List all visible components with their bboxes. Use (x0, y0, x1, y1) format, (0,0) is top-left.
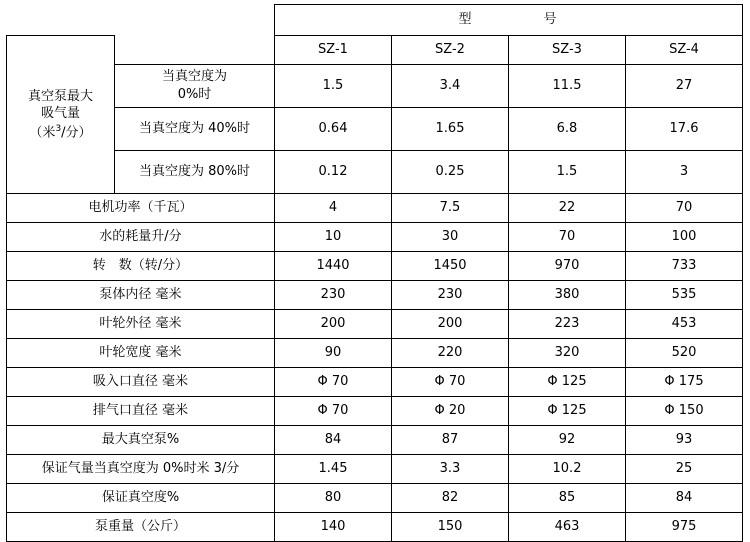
table-row (7, 426, 743, 455)
row-label-line3 (9, 123, 112, 142)
row-label: 叶轮宽度 毫米 (7, 339, 275, 368)
row-label: 保证气量当真空度为 0%时米 3/分 (7, 455, 275, 484)
cell-value: 380 (509, 281, 626, 310)
cell-value: 90 (275, 339, 392, 368)
table-row (7, 368, 743, 397)
model-header-sz-2: SZ-2 (392, 36, 509, 65)
cell-value: Φ 70 (275, 397, 392, 426)
cell-value: Φ 125 (509, 397, 626, 426)
cell-value: Φ 70 (275, 368, 392, 397)
cell-value: 84 (626, 484, 743, 513)
model-group-header (275, 5, 743, 36)
row-label-line3-sup: 3 (55, 123, 62, 134)
row-label: 电机功率（千瓦） (7, 194, 275, 223)
cell-value: 535 (626, 281, 743, 310)
cell-value: 1.5 (275, 65, 392, 108)
table-row (7, 484, 743, 513)
table-row (7, 310, 743, 339)
cell-value: Φ 175 (626, 368, 743, 397)
model-group-header-right: 号 (543, 12, 559, 28)
row-label: 泵重量（公斤） (7, 513, 275, 542)
row-label: 最大真空泵% (7, 426, 275, 455)
cell-value: 1.5 (509, 151, 626, 194)
cell-value: 30 (392, 223, 509, 252)
cell-value: 22 (509, 194, 626, 223)
table-row (7, 281, 743, 310)
cell-value: 25 (626, 455, 743, 484)
sub-row-label-line2: 0%时 (177, 87, 212, 102)
cell-value: 970 (509, 252, 626, 281)
cell-value: 84 (275, 426, 392, 455)
model-group-header-left: 型 (458, 12, 474, 28)
cell-value: 223 (509, 310, 626, 339)
table-row (7, 252, 743, 281)
cell-value: 0.12 (275, 151, 392, 194)
row-label-line1: 真空泵最大 (27, 88, 93, 104)
row-label: 泵体内径 毫米 (7, 281, 275, 310)
cell-value: 220 (392, 339, 509, 368)
row-label: 排气口直径 毫米 (7, 397, 275, 426)
table-row (7, 513, 743, 542)
cell-value: 7.5 (392, 194, 509, 223)
header-empty-cell (7, 5, 275, 36)
row-label: 吸入口直径 毫米 (7, 368, 275, 397)
cell-value: 100 (626, 223, 743, 252)
cell-value: 140 (275, 513, 392, 542)
row-label-line2: 吸气量 (40, 106, 80, 122)
cell-value: 463 (509, 513, 626, 542)
cell-value: 82 (392, 484, 509, 513)
row-label: 叶轮外径 毫米 (7, 310, 275, 339)
table-header-row (7, 5, 743, 36)
table-row (7, 455, 743, 484)
cell-value: 11.5 (509, 65, 626, 108)
cell-value: 70 (626, 194, 743, 223)
cell-value: 3.3 (392, 455, 509, 484)
row-label-max-suction (7, 36, 115, 194)
cell-value: 453 (626, 310, 743, 339)
cell-value: 1440 (275, 252, 392, 281)
table-row (7, 223, 743, 252)
cell-value: Φ 125 (509, 368, 626, 397)
sub-row-label-vacuum-0 (115, 65, 275, 108)
row-label-line3-post: /分） (61, 124, 92, 140)
cell-value: 320 (509, 339, 626, 368)
model-header-sz-4: SZ-4 (626, 36, 743, 65)
model-header-sz-3: SZ-3 (509, 36, 626, 65)
cell-value: 200 (392, 310, 509, 339)
cell-value: Φ 20 (392, 397, 509, 426)
cell-value: 150 (392, 513, 509, 542)
cell-value: 87 (392, 426, 509, 455)
cell-value: 6.8 (509, 108, 626, 151)
cell-value: 0.25 (392, 151, 509, 194)
table-row (7, 151, 743, 194)
cell-value: 0.64 (275, 108, 392, 151)
cell-value: 200 (275, 310, 392, 339)
cell-value: 17.6 (626, 108, 743, 151)
model-header-sz-1: SZ-1 (275, 36, 392, 65)
cell-value: 230 (392, 281, 509, 310)
cell-value: Φ 150 (626, 397, 743, 426)
cell-value: 3.4 (392, 65, 509, 108)
model-name-row (7, 36, 743, 65)
table-row (7, 108, 743, 151)
cell-value: 733 (626, 252, 743, 281)
cell-value: 3 (626, 151, 743, 194)
row-label-line3-pre: （米 (29, 124, 56, 140)
cell-value: 4 (275, 194, 392, 223)
cell-value: 85 (509, 484, 626, 513)
table-row (7, 194, 743, 223)
table-row (7, 65, 743, 108)
cell-value: 70 (509, 223, 626, 252)
cell-value: 1450 (392, 252, 509, 281)
row-label: 水的耗量升/分 (7, 223, 275, 252)
cell-value: 1.65 (392, 108, 509, 151)
pump-specification-table (6, 4, 743, 542)
sub-row-label-line1: 当真空度为 (161, 69, 227, 85)
cell-value: 230 (275, 281, 392, 310)
row-label: 转 数（转/分） (7, 252, 275, 281)
cell-value: 10.2 (509, 455, 626, 484)
sub-row-label-vacuum-80: 当真空度为 80%时 (115, 151, 275, 194)
cell-value: 520 (626, 339, 743, 368)
cell-value: 80 (275, 484, 392, 513)
row-label: 保证真空度% (7, 484, 275, 513)
cell-value: 1.45 (275, 455, 392, 484)
cell-value: Φ 70 (392, 368, 509, 397)
cell-value: 975 (626, 513, 743, 542)
cell-value: 10 (275, 223, 392, 252)
cell-value: 93 (626, 426, 743, 455)
cell-value: 92 (509, 426, 626, 455)
table-row (7, 339, 743, 368)
sub-row-label-vacuum-40: 当真空度为 40%时 (115, 108, 275, 151)
table-row (7, 397, 743, 426)
model-row-empty-cell (115, 36, 275, 65)
cell-value: 27 (626, 65, 743, 108)
